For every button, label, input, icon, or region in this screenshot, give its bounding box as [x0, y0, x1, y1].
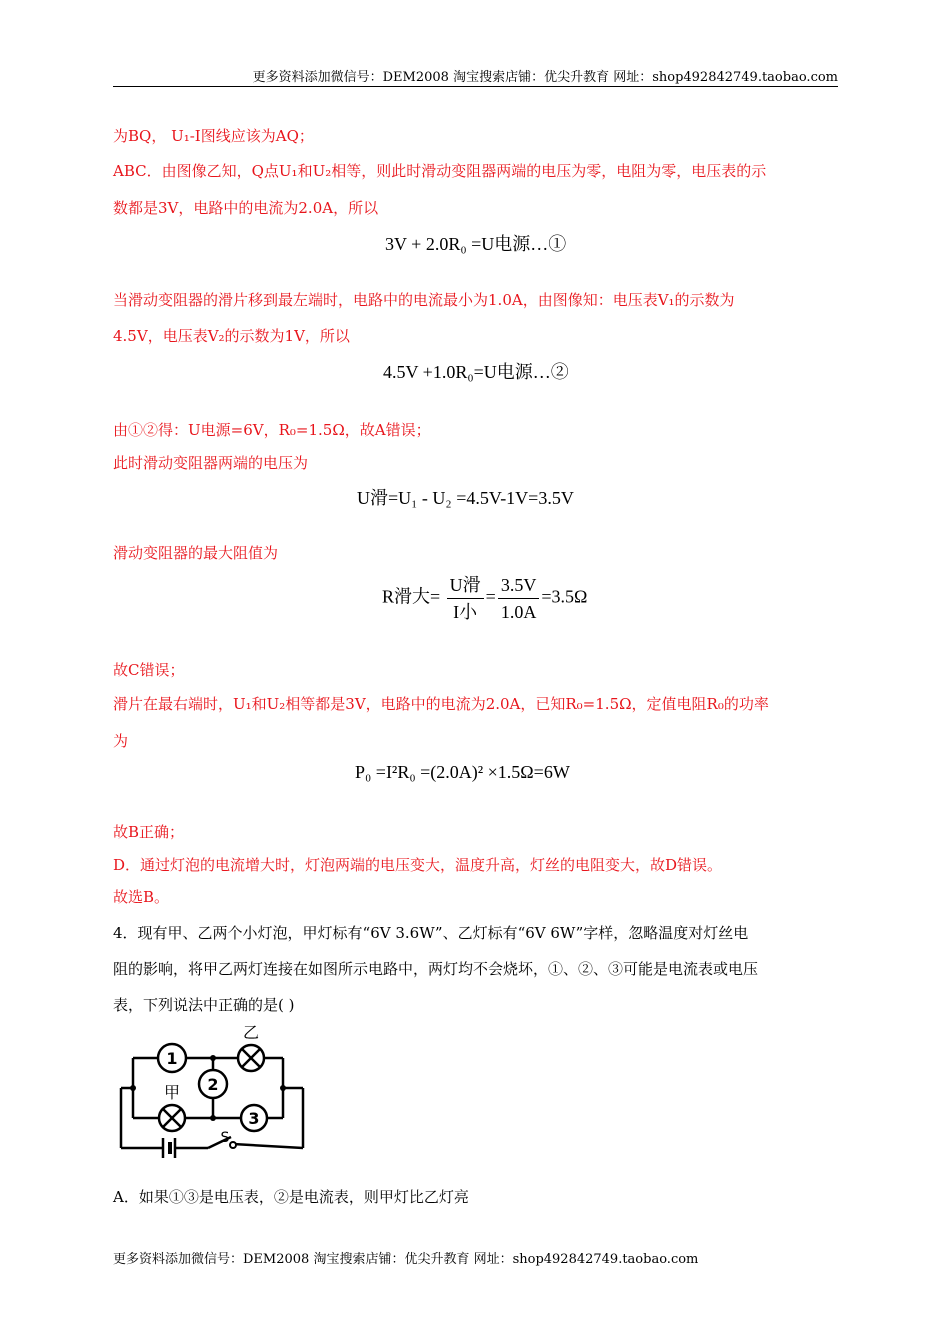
line-13: D．通过灯泡的电流增大时，灯泡两端的电压变大，温度升高，灯丝的电阻变大，故D错误。	[113, 856, 723, 874]
question-4-line-2: 阻的影响，将甲乙两灯连接在如图所示电路中，两灯均不会烧坏，①、②、③可能是电流表或电压	[113, 960, 759, 978]
eq4-f2-numerator: 3.5V	[498, 572, 540, 599]
line-4: 当滑动变阻器的滑片移到最左端时，电路中的电流最小为1.0A，由图像知：电压表V₁的示数为	[113, 291, 735, 309]
line-6: 由①②得：U电源=6V，R₀=1.5Ω，故A错误；	[113, 421, 431, 439]
label-yi: 乙	[242, 1023, 260, 1042]
line-3: 数都是3V，电路中的电流为2.0A，所以	[113, 199, 379, 217]
eq4-f1-denominator: I小	[453, 602, 478, 622]
label-s: S	[220, 1130, 230, 1146]
svg-text:3: 3	[248, 1109, 260, 1128]
svg-text:1: 1	[166, 1049, 178, 1068]
line-5: 4.5V，电压表V₂的示数为1V，所以	[113, 327, 350, 345]
eq4-fraction-2	[498, 572, 540, 625]
header-divider	[113, 86, 838, 87]
line-14: 故选B。	[113, 888, 170, 906]
page-footer: 更多资料添加微信号：DEM2008 淘宝搜索店铺：优尖升教育 网址：shop492842749.taobao.com	[113, 1252, 699, 1267]
line-2: ABC．由图像乙知，Q点U₁和U₂相等，则此时滑动变阻器两端的电压为零，电阻为零，电压表的示	[113, 162, 767, 180]
line-8: 滑动变阻器的最大阻值为	[113, 544, 279, 562]
line-7: 此时滑动变阻器两端的电压为	[113, 454, 309, 472]
equation-1: 3V + 2.0R₀ =U电源…①	[385, 234, 567, 254]
eq4-fraction-1	[447, 572, 484, 625]
equation-4: R滑大= $\frac{\text{U滑}}{\text{I小}}$ = $\frac{3.5V}{1.0A}$ =3.5Ω	[382, 572, 587, 625]
line-12: 故B正确；	[113, 823, 185, 841]
lamp-yi-icon	[238, 1045, 264, 1071]
question-4-line-1: 4．现有甲、乙两个小灯泡，甲灯标有“6V 3.6W”、乙灯标有“6V 6W”字样，忽略温度对灯丝电	[113, 924, 749, 942]
meter-1	[158, 1044, 186, 1072]
meter-2	[199, 1070, 227, 1098]
lamp-jia-icon	[159, 1105, 185, 1131]
equation-5: P₀ =I²R₀ =(2.0A)² ×1.5Ω=6W	[355, 762, 570, 782]
equation-3: U滑=U₁ - U₂ =4.5V-1V=3.5V	[357, 488, 574, 508]
line-11: 为	[113, 732, 129, 750]
eq4-lhs: R滑大=	[382, 586, 441, 607]
circuit-diagram	[113, 1018, 313, 1168]
eq4-f2-denominator: 1.0A	[500, 602, 537, 622]
svg-text:2: 2	[207, 1075, 219, 1094]
eq4-rhs: =3.5Ω	[541, 586, 588, 607]
equation-2: 4.5V +1.0R₀=U电源…②	[383, 362, 569, 382]
meter-3	[241, 1105, 267, 1131]
line-10: 滑片在最右端时，U₁和U₂相等都是3V，电路中的电流为2.0A，已知R₀=1.5Ω，定值电阻R₀的功率	[113, 695, 769, 713]
option-a: A．如果①③是电压表，②是电流表，则甲灯比乙灯亮	[113, 1188, 469, 1206]
page-header: 更多资料添加微信号：DEM2008 淘宝搜索店铺：优尖升教育 网址：shop492842749.taobao.com	[252, 70, 838, 85]
label-jia: 甲	[163, 1083, 181, 1102]
eq4-f1-numerator: U滑	[447, 572, 484, 599]
question-4-line-3: 表，下列说法中正确的是( )	[113, 996, 295, 1014]
line-9: 故C错误；	[113, 661, 185, 679]
line-1: 为BQ， U₁-I图线应该为AQ；	[113, 127, 314, 145]
